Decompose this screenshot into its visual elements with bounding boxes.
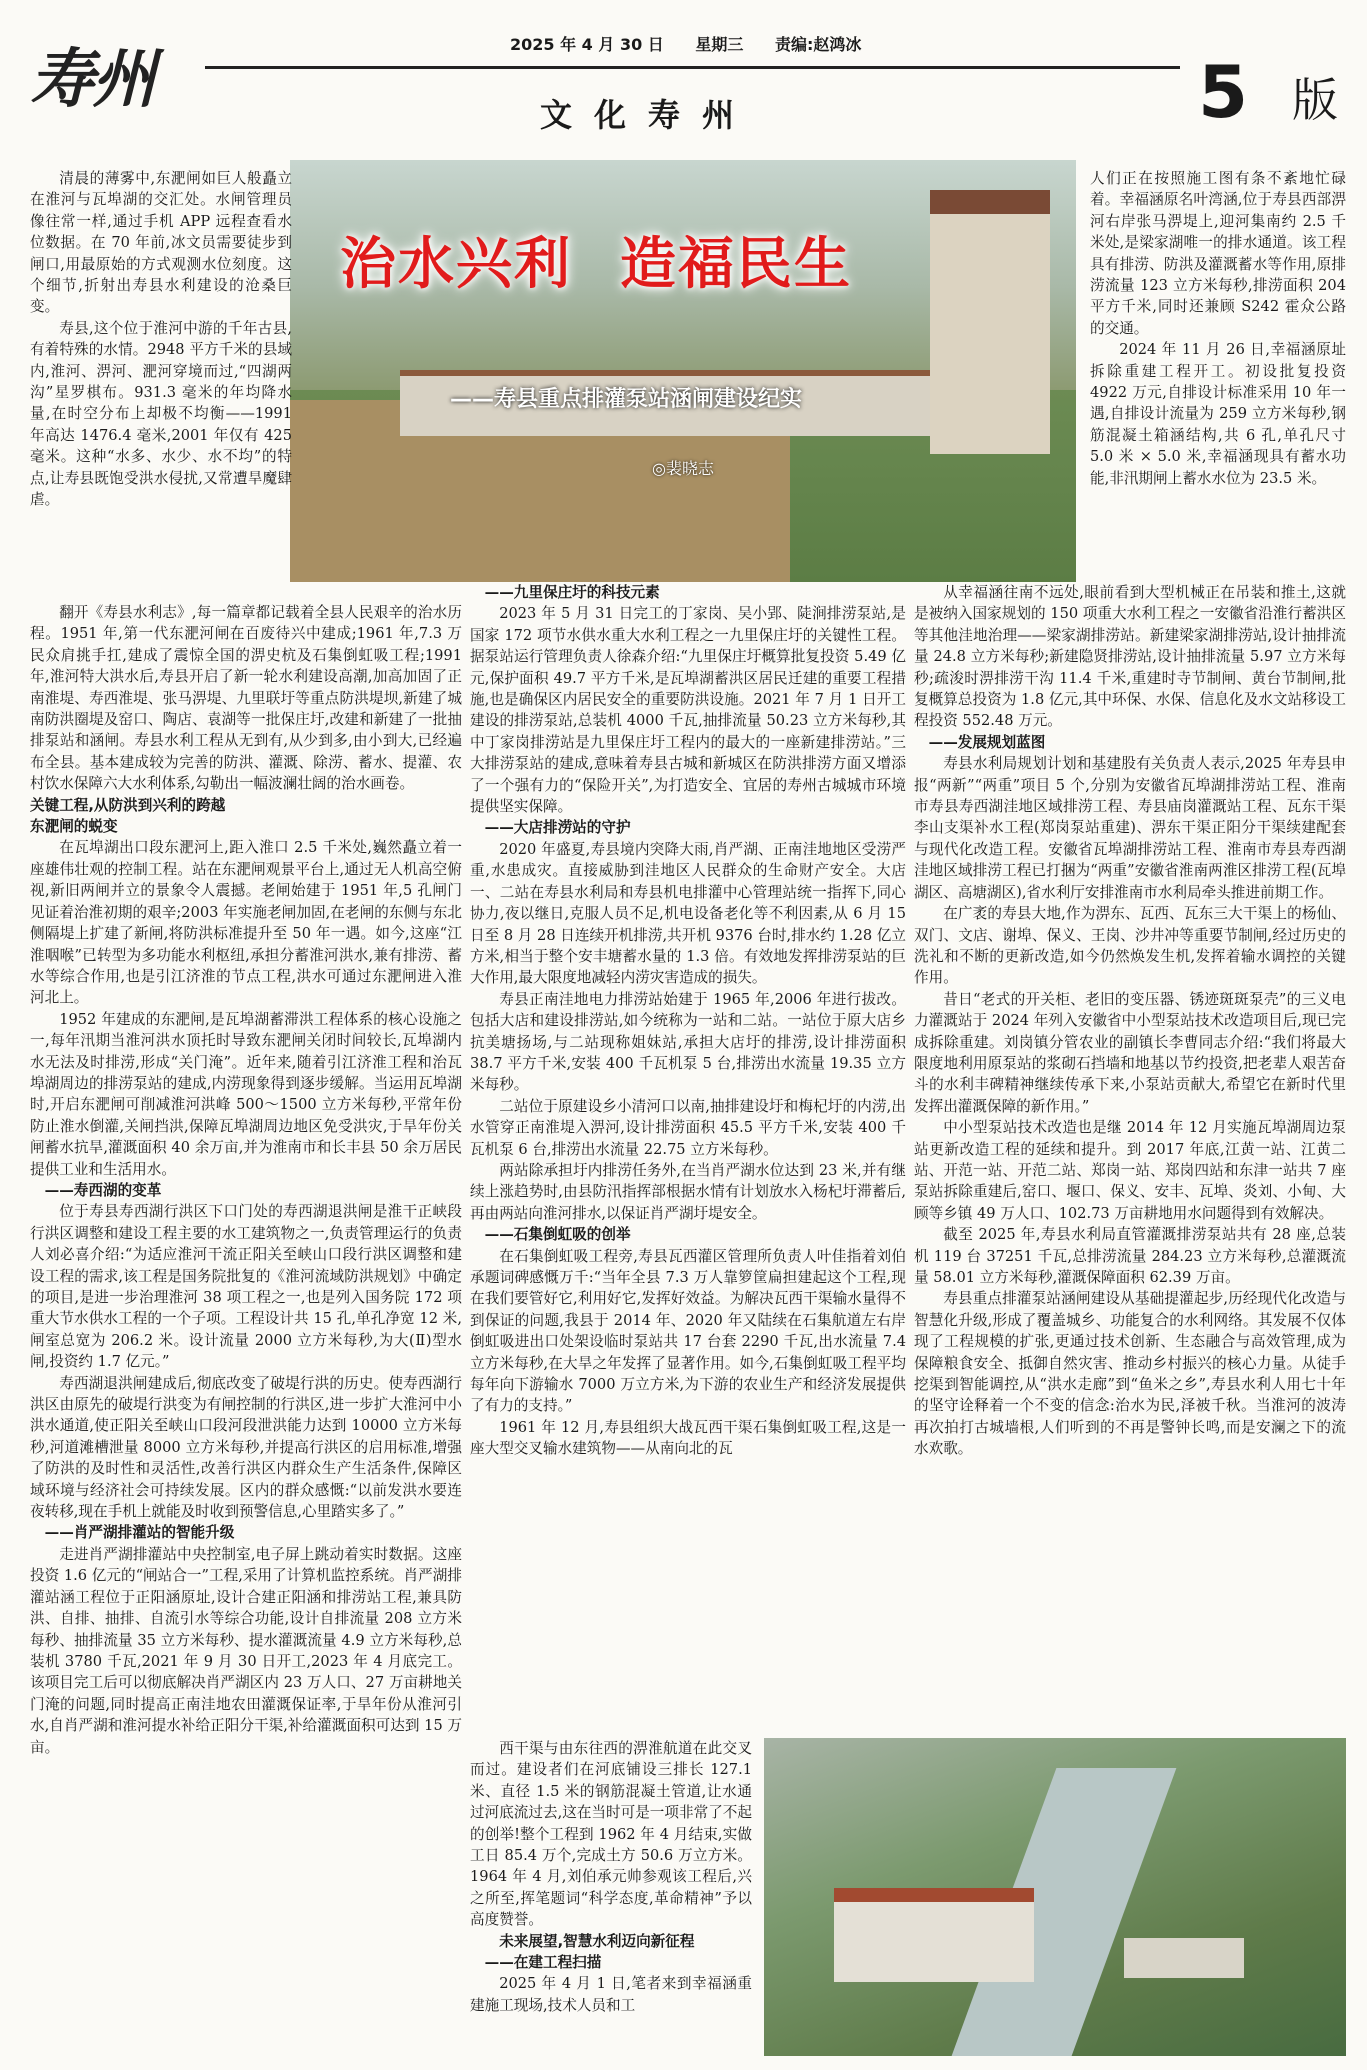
headline-photo (290, 160, 1076, 582)
subsection-heading: ——石集倒虹吸的创举 (484, 1226, 631, 1244)
aerial-photo (764, 1738, 1346, 2056)
masthead (0, 0, 1367, 150)
paragraph: 翻开《寿县水利志》,每一篇章都记载着全县人民艰辛的治水历程。1951 年,第一代东淝河闸在百废待兴中建成;1961 年,7.3 万民众肩挑手扛,建成了震惊全国的淠史杭及石集倒虹吸工程;1991 年,淮河特大洪水后,寿县开启了新一轮水利建设高潮,加高加固了正南淮堤、寿西淮堤、张马淠堤、九里联圩等重点防洪堤坝,新建了城南防洪圈堤及窑口、陶店、袁湖等一批保庄圩,改建和新建了一批抽排泵站和涵闸。寿县水利工程从无到有,从少到多,由小到大,已经遍布全县。基本建成较为完善的防洪、灌溉、除涝、蓄水、提灌、农村饮水保障六大水利体系,勾勒出一幅波澜壮阔的治水画卷。 (30, 604, 462, 793)
headline-title-left: 治水兴利 (340, 231, 572, 297)
paragraph: 寿县,这个位于淮河中游的千年古县,有着特殊的水情。2948 平方千米的县域内,淮河、淠河、淝河穿境而过,“四湖两沟”星罗棋布。931.3 毫米的年均降水量,在时空分布上却极不均衡——1991 年高达 1476.4 毫米,2001 年仅有 425 毫米。这种“水多、水少、水不均”的特点,让寿县既饱受洪水侵扰,又常遭旱魔肆虐。 (30, 319, 292, 509)
issue-date: 2025 年 4 月 30 日 (510, 35, 664, 54)
headline-title (340, 220, 852, 300)
paragraph: 在石集倒虹吸工程旁,寿县瓦西灌区管理所负责人叶佳指着刘伯承题词碑感慨万千:“当年全县 7.3 万人靠箩筐扁担建起这个工程,现在我们要管好它,利用好它,发挥好效益。为解决瓦西干渠输水量得不到保证的问题,我县于 2014 年、2020 年又陆续在石集航道左右岸倒虹吸进出口处架设临时泵站共 17 台套 2290 千瓦,出水流量 7.4 立方米每秒,在大旱之年发挥了显著作用。如今,石集倒虹吸工程平均每年向下游输水 7000 万立方米,为下游的农业生产和经济发展提供了有力的支持。” (470, 1247, 906, 1415)
photo-pump-house (1124, 1938, 1244, 1978)
article-column-3-top (1090, 168, 1346, 489)
subsection-heading: 东淝闸的蜕变 (30, 818, 118, 836)
section-heading: 未来展望,智慧水利迈向新征程 (499, 1932, 695, 1950)
editor-credit: 责编:赵鸿冰 (774, 35, 862, 54)
paragraph: 2020 年盛夏,寿县境内突降大雨,肖严湖、正南洼地地区受涝严重,水患成灾。直接威胁到洼地区人民群众的生命财产安全。大店一、二站在寿县水利局和寿县机电排灌中心管理站统一指挥下,同心协力,夜以继日,克服人员不足,机电设备老化等不利因素,从 6 月 15 日至 8 月 28 日连续开机排涝,共开机 9376 台时,排水约 1.28 亿立方米,相当于整个安丰塘蓄水量的 1.3 倍。有效地发挥排涝泵站的巨大作用,最大限度地减轻内涝灾害造成的损失。 (470, 840, 906, 987)
subsection-heading: ——发展规划蓝图 (928, 733, 1046, 751)
masthead-rule (205, 66, 1180, 69)
subsection-heading: ——九里保庄圩的科技元素 (484, 584, 660, 601)
paragraph: 2025 年 4 月 1 日,笔者来到幸福涵重建施工现场,技术人员和工 (470, 1975, 752, 2014)
author-credit: ◎裴晓志 (652, 459, 714, 478)
article-column-3 (914, 582, 1346, 1460)
article-column-2 (470, 582, 906, 1460)
paragraph: 寿县重点排灌泵站涵闸建设从基础提灌起步,历经现代化改造与智慧化升级,形成了覆盖城乡、功能复合的水利网络。其发展不仅体现了工程规模的扩张,更通过技术创新、生态融合与高效管理,成为保障粮食安全、抵御自然灾害、推动乡村振兴的核心力量。从徒手挖渠到智能调控,从“洪水走廊”到“鱼米之乡”,寿县水利人用七十年的坚守诠释着一个不变的信念:治水为民,泽被千秋。当淮河的波涛再次拍打古城墙根,人们听到的不再是警钟长鸣,而是安澜之下的流水欢歌。 (914, 1290, 1346, 1458)
paragraph: 寿西湖退洪闸建成后,彻底改变了破堤行洪的历史。使寿西湖行洪区由原先的破堤行洪变为有闸控制的行洪区,进一步扩大淮河中小洪水通道,使正阳关至峡山口段河段泄洪能力达到 10000 立方米每秒,河道滩槽泄量 8000 立方米每秒,并提高行洪区的启用标准,增强了防洪的及时性和灵活性,改善行洪区内群众生产生活条件,保障区域环境与经济社会可持续发展。区内的群众感慨:“以前发洪水要连夜转移,现在手机上就能及时收到预警信息,心里踏实多了。” (30, 1374, 462, 1521)
page-number: 5 (1198, 50, 1249, 134)
photo-gate-tower (930, 190, 1050, 454)
newspaper-logo: 寿州 (30, 42, 154, 117)
headline-title-right: 造福民生 (620, 231, 852, 297)
paragraph: 1961 年 12 月,寿县组织大战瓦西干渠石集倒虹吸工程,这是一座大型交叉输水建筑物——从南向北的瓦 (470, 1418, 906, 1458)
paragraph: 在瓦埠湖出口段东淝河上,距入淮口 2.5 千米处,巍然矗立着一座雄伟壮观的控制工程。站在东淝闸观景平台上,通过无人机高空俯视,新旧两闸并立的景象令人震撼。老闸始建于 1951 年,5 孔闸门见证着治淮初期的艰辛;2003 年实施老闸加固,在老闸的东侧与东北侧隔堤上扩建了新闸,将防洪标准提升至 50 年一遇。如今,这座“江淮咽喉”已转型为多功能水利枢纽,承担分蓄淮河洪水,兼有排涝、蓄水等综合作用,也是引江济淮的节点工程,洪水可通过东淝闸进入淮河北上。 (30, 839, 462, 1007)
paragraph: 2024 年 11 月 26 日,幸福涵原址拆除重建工程开工。初设批复投资 4922 万元,自排设计标准采用 10 年一遇,自排设计流量为 259 立方米每秒,钢筋混凝土箱涵结构,共 6 孔,单孔尺寸 5.0 米 × 5.0 米,幸福涵现具有蓄水功能,非汛期闸上蓄水水位为 23.5 米。 (1090, 341, 1346, 487)
paragraph: 位于寿县寿西湖行洪区下口门处的寿西湖退洪闸是淮干正峡段行洪区调整和建设工程主要的水工建筑物之一,负责管理运行的负责人刘必喜介绍:“为适应淮河干流正阳关至峡山口段行洪区调整和建设工程的需求,该工程是国务院批复的《淮河流域防洪规划》中确定的项目,是进一步治理淮河 38 项工程之一,也是列入国务院 172 项重大节水供水工程的一个子项。工程设计共 15 孔,单孔净宽 12 米,闸室总宽为 206.2 米。设计流量 2000 立方米每秒,为大(Ⅱ)型水闸,投资约 1.7 亿元。” (30, 1203, 462, 1371)
paragraph: 两站除承担圩内排涝任务外,在当肖严湖水位达到 23 米,并有继续上涨趋势时,由县防汛指挥部根据水情有计划放水入杨杞圩滞蓄后,再由两站向淮河排水,以保证肖严湖圩堤安全。 (470, 1161, 906, 1222)
paragraph: 截至 2025 年,寿县水利局直管灌溉排涝泵站共有 28 座,总装机 119 台 37251 千瓦,总排涝流量 284.23 立方米每秒,总灌溉流量 58.01 立方米每秒,灌溉保障面积 62.39 万亩。 (914, 1226, 1346, 1286)
paragraph: 寿县水利局规划计划和基建股有关负责人表示,2025 年寿县申报“两新”“两重”项目 5 个,分别为安徽省瓦埠湖排涝站工程、淮南市寿县寿西湖洼地区域排涝工程、寿县庙岗灌溉站工程、瓦东干渠李山支渠补水工程(郑岗泵站重建)、淠东干渠正阳分干渠续建配套与现代化改造工程。安徽省瓦埠湖排涝站工程、淮南市寿县寿西湖洼地区域排涝工程已打捆为“两重”安徽省淮南两淮区排涝工程(瓦埠湖区、高塘湖区),省水利厅安排淮南市水利局牵头推进前期工作。 (914, 755, 1346, 901)
headline-subtitle: ——寿县重点排灌泵站涵闸建设纪实 (450, 387, 803, 412)
paragraph: 寿县正南洼地电力排涝站始建于 1965 年,2006 年进行拔改。包括大店和建设排涝站,如今统称为一站和二站。一站位于原大店乡抗美塘扬场,与二站现称姐妹站,承担大店圩的排涝,设计排涝面积 38.7 平方千米,安装 400 千瓦机泵 5 台,排涝出水流量 19.35 立方米每秒。 (470, 990, 906, 1094)
paragraph: 清晨的薄雾中,东淝闸如巨人般矗立在淮河与瓦埠湖的交汇处。水闸管理员像往常一样,通过手机 APP 远程查看水位数据。在 70 年前,冰文员需要徒步到闸口,用最原始的方式观测水位刻度。这个细节,折射出寿县水利建设的沧桑巨变。 (30, 170, 292, 316)
article-column-1 (30, 602, 462, 1758)
paragraph: 2023 年 5 月 31 日完工的丁家岗、吴小郢、陡涧排涝泵站,是国家 172 项节水供水重大水利工程之一九里保庄圩的关键性工程。据泵站运行管理负责人徐森介绍:“九里保庄圩概算批复投资 5.49 亿元,保护面积 49.7 平方千米,是瓦埠湖蓄洪区居民迁建的重要工程措施,也是确保区内居民安全的重要防洪设施。2021 年 7 月 1 日开工建设的排涝泵站,总装机 4000 千瓦,抽排流量 50.23 立方米每秒,其中丁家岗排涝站是九里保庄圩工程内的最大的一座新建排涝站。”三大排涝泵站的建成,意味着寿县古城和新城区在防洪排涝方面又增添了一个强有力的“保险开关”,为打造安全、宜居的寿州古城城市环境提供坚实保障。 (470, 605, 906, 816)
dateline (510, 32, 887, 55)
paragraph: 二站位于原建设乡小清河口以南,抽排建设圩和梅杞圩的内涝,出水管穿正南淮堤入淠河,设计排涝面积 45.5 平方千米,安装 400 千瓦机泵 6 台,排涝出水流量 22.75 立方米每秒。 (470, 1097, 906, 1158)
paragraph: 从幸福涵往南不远处,眼前看到大型机械正在吊装和推土,这就是被纳入国家规划的 150 项重大水利工程之一安徽省沿淮行蓄洪区等其他洼地治理——梁家湖排涝站。新建梁家湖排涝站,设计抽排流量 24.8 立方米每秒;新建隐贤排涝站,设计抽排流量 5.97 立方米每秒;疏浚时淠排涝干沟 11.4 千米,重建时寺节制闸、黄台节制闸,批复概算总投资为 1.8 亿元,其中环保、水保、信息化及水文站移设工程投资 552.48 万元。 (914, 584, 1346, 730)
paragraph: 西干渠与由东往西的淠淮航道在此交叉而过。建设者们在河底铺设三排长 127.1 米、直径 1.5 米的钢筋混凝土管道,让水通过河底流过去,这在当时可是一项非常了不起的创举!整个工程到 1962 年 4 月结束,实做工日 85.4 万个,完成土方 50.6 万立方米。1964 年 4 月,刘伯承元帅参观该工程后,兴之所至,挥笔题词“科学态度,革命精神”予以高度赞誉。 (470, 1740, 752, 1929)
paragraph: 中小型泵站技术改造也是继 2014 年 12 月实施瓦埠湖周边泵站更新改造工程的延续和提升。到 2017 年底,江黄一站、江黄二站、开范一站、开范二站、郑岗一站、郑岗四站和东津一站共 7 座泵站拆除重建后,窑口、堰口、保义、安丰、瓦埠、炎刘、小甸、大顾等乡镇 49 万人口、102.73 万亩耕地用水问题得到有效解决。 (914, 1119, 1346, 1222)
photo-pump-station (834, 1888, 1034, 1982)
section-heading: 关键工程,从防洪到兴利的跨越 (30, 796, 226, 814)
section-name: 文化寿州 (540, 96, 757, 134)
paragraph: 在广袤的寿县大地,作为淠东、瓦西、瓦东三大干渠上的杨仙、双门、文店、谢埠、保义、王岗、沙井冲等重要节制闸,经过历史的洗礼和不断的更新改造,如今仍然焕发生机,发挥着输水调控的关键作用。 (914, 905, 1346, 987)
issue-weekday: 星期三 (695, 35, 744, 54)
subsection-heading: ——肖严湖排灌站的智能升级 (44, 1524, 235, 1542)
subsection-heading: ——在建工程扫描 (484, 1954, 602, 1972)
subsection-heading: ——大店排涝站的守护 (484, 819, 631, 837)
page-label: 版 (1292, 73, 1338, 127)
paragraph: 昔日“老式的开关柜、老旧的变压器、锈迹斑斑泵壳”的三义电力灌溉站于 2024 年列入安徽省中小型泵站技术改造项目后,现已完成拆除重建。刘岗镇分管农业的副镇长李曹同志介绍:“我们将最大限度地利用原泵站的浆砌石挡墙和地基以节约投资,把老辈人艰苦奋斗的水利丰碑精神继续传承下来,小泵站贡献大,希望它在新时代里发挥出灌溉保障的新作用。” (914, 990, 1346, 1115)
paragraph: 走进肖严湖排灌站中央控制室,电子屏上跳动着实时数据。这座投资 1.6 亿元的“闸站合一”工程,采用了计算机监控系统。肖严湖排灌站涵工程位于正阳涵原址,设计合建正阳涵和排涝站工程,兼具防洪、自排、抽排、自流引水等综合功能,设计自排流量 208 立方米每秒、抽排流量 35 立方米每秒、提水灌溉流量 4.9 立方米每秒,总装机 3780 千瓦,2021 年 9 月 30 日开工,2023 年 4 月底完工。该项目完工后可以彻底解决肖严湖区内 23 万人口、27 万亩耕地关门淹的问题,同时提高正南洼地农田灌溉保证率,于旱年份从淮河引水,自肖严湖和淮河提水补给正阳分干渠,补给灌溉面积可达到 15 万亩。 (30, 1545, 462, 1756)
paragraph: 人们正在按照施工图有条不紊地忙碌着。幸福涵原名叶湾涵,位于寿县西部淠河右岸张马淠堤上,迎河集南约 2.5 千米处,是梁家湖唯一的排水通道。该工程具有排涝、防洪及灌溉蓄水等作用,原排涝流量 123 立方米每秒,排涝面积 204 平方千米,同时还兼顾 S242 霍众公路的交通。 (1090, 170, 1346, 337)
article-column-2-bottom (470, 1738, 752, 2016)
article-column-1-top (30, 168, 292, 511)
paragraph: 1952 年建成的东淝闸,是瓦埠湖蓄滞洪工程体系的核心设施之一,每年汛期当淮河洪水顶托时导致东淝闸关闭时间较长,瓦埠湖内水无法及时排涝,形成“关门淹”。近年来,随着引江济淮工程和治瓦埠湖周边的排涝泵站的建成,内涝现象得到逐步缓解。当运用瓦埠湖时,开启东淝闸可削减淮河洪峰 500～1500 立方米每秒,平常年份防止淮水倒灌,关闸挡洪,保障瓦埠湖周边地区免受洪灾,于旱年份关闸蓄水抗旱,灌溉面积 40 余万亩,并为淮南市和长丰县 50 余万居民提供工业和生活用水。 (30, 1010, 462, 1178)
subsection-heading: ——寿西湖的变革 (44, 1181, 162, 1199)
